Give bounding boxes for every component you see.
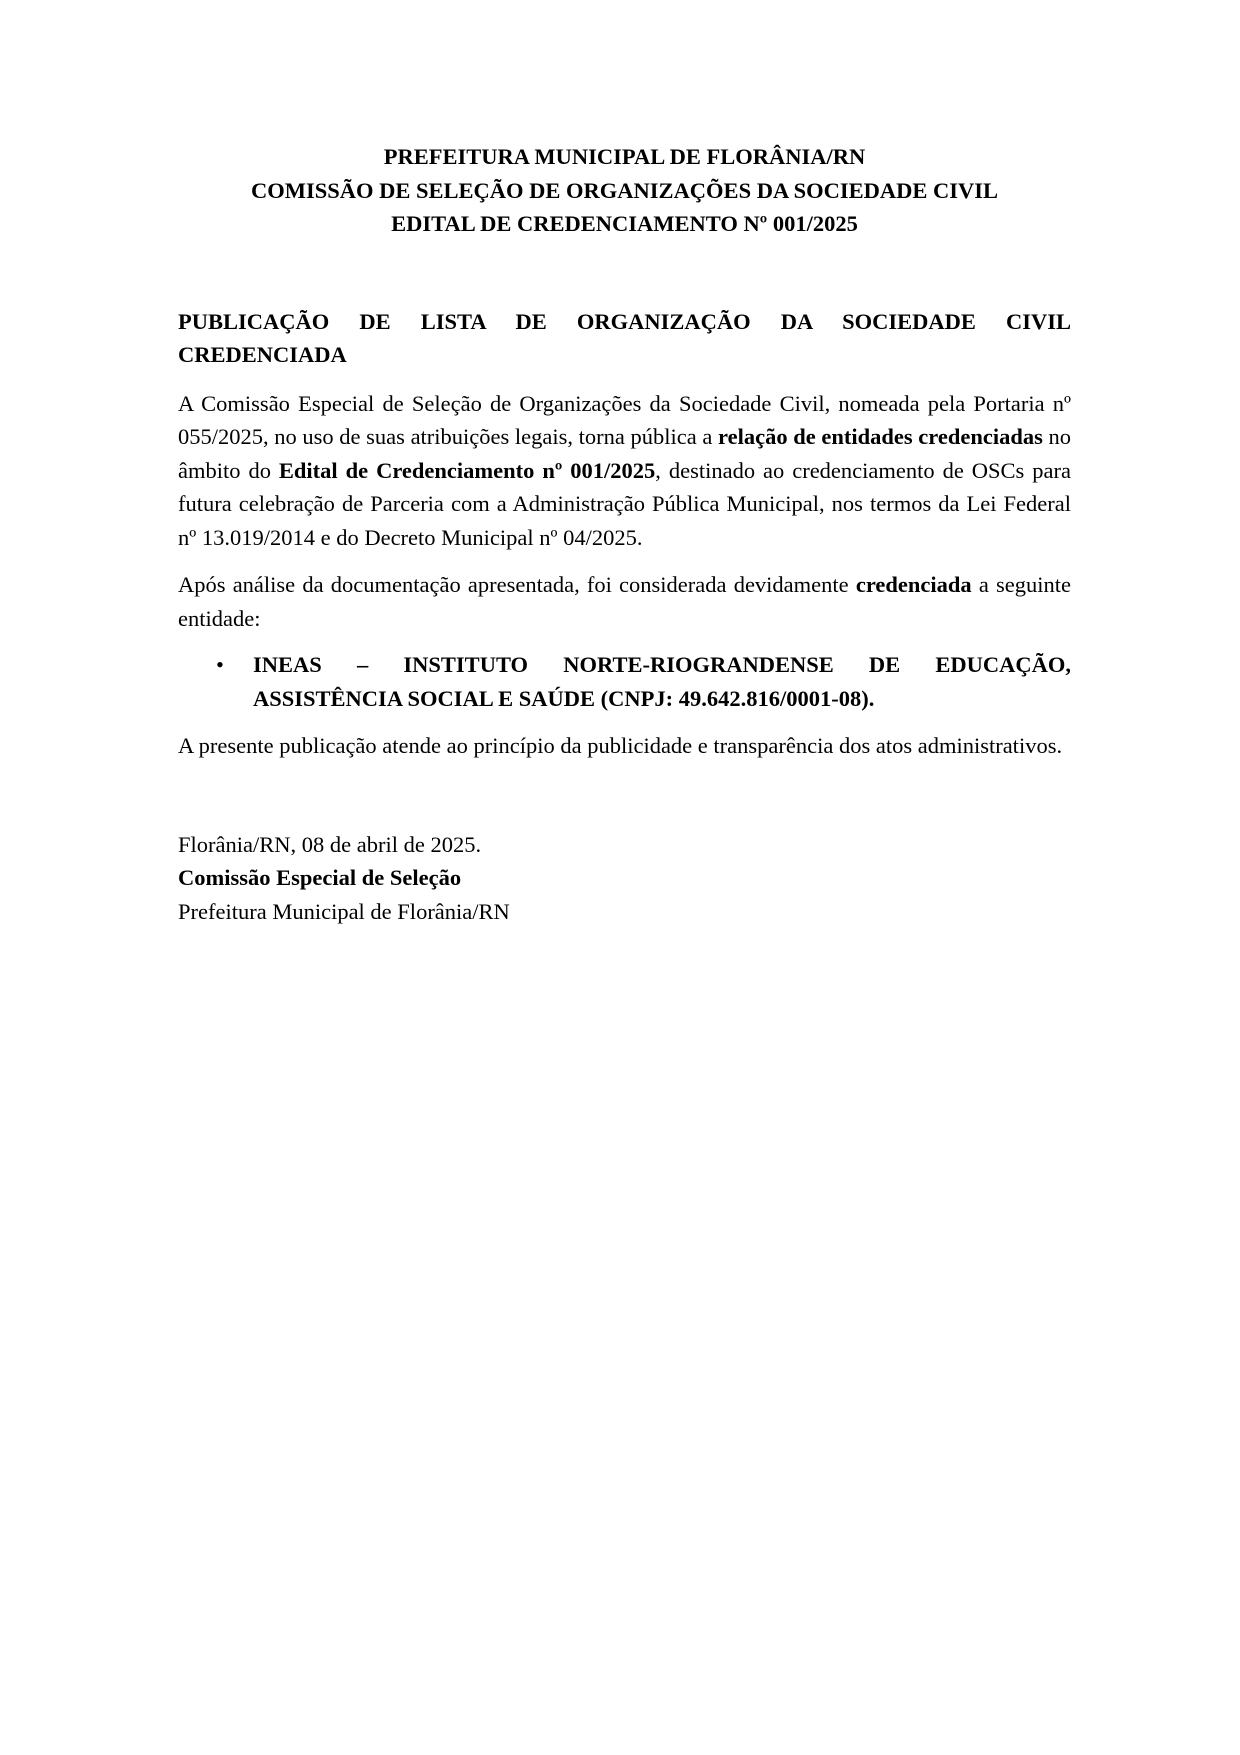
analysis-paragraph xyxy=(178,568,1071,635)
list-item xyxy=(178,648,1071,715)
intro-text-3: , destinado ao credenciamento de OSCs para futura celebração de Parceria com a Administração Pública Municipal, nos termos da Lei Federal nº 13.019/2014 e do Decreto Municipal nº 04/2025. xyxy=(178,457,1071,550)
entity-list xyxy=(178,648,1071,715)
header-line-commission: COMISSÃO DE SELEÇÃO DE ORGANIZAÇÕES DA SOCIEDADE CIVIL xyxy=(250,177,999,203)
institution-name: Prefeitura Municipal de Florânia/RN xyxy=(178,898,510,924)
document-header xyxy=(178,140,1071,241)
header-line-edital: EDITAL DE CREDENCIAMENTO Nº 001/2025 xyxy=(391,211,858,236)
closing-paragraph: A presente publicação atende ao princípio da publicidade e transparência dos atos administrativos. xyxy=(178,733,1063,758)
section-title: PUBLICAÇÃO DE LISTA DE ORGANIZAÇÃO DA SOCIEDADE CIVIL CREDENCIADA xyxy=(178,308,1071,367)
signature-block xyxy=(178,828,1071,929)
analysis-bold-credenciada: credenciada xyxy=(855,572,972,597)
intro-bold-relation: relação de entidades credenciadas xyxy=(718,424,1043,449)
place-date: Florânia/RN, 08 de abril de 2025. xyxy=(178,831,482,857)
intro-bold-edital: Edital de Credenciamento nº 001/2025 xyxy=(278,457,656,483)
committee-name: Comissão Especial de Seleção xyxy=(178,865,462,890)
entity-name: INEAS – INSTITUTO NORTE-RIOGRANDENSE DE EDUCAÇÃO, ASSISTÊNCIA SOCIAL E SAÚDE (CNPJ: 49.642.816/0001-08). xyxy=(253,652,1071,711)
document-page xyxy=(178,140,1071,928)
intro-paragraph xyxy=(178,387,1071,555)
analysis-text-1: Após análise da documentação apresentada, foi considerada devidamente xyxy=(178,572,856,597)
intro-text-2: no âmbito do xyxy=(178,424,1071,483)
analysis-text-2: a seguinte entidade: xyxy=(178,572,1072,631)
bullet-icon: • xyxy=(216,652,224,677)
intro-text-1: A Comissão Especial de Seleção de Organizações da Sociedade Civil, nomeada pela Portaria nº 055/2025, no uso de suas atribuições legais, torna pública a xyxy=(178,390,1071,449)
header-line-municipality: PREFEITURA MUNICIPAL DE FLORÂNIA/RN xyxy=(383,144,866,169)
